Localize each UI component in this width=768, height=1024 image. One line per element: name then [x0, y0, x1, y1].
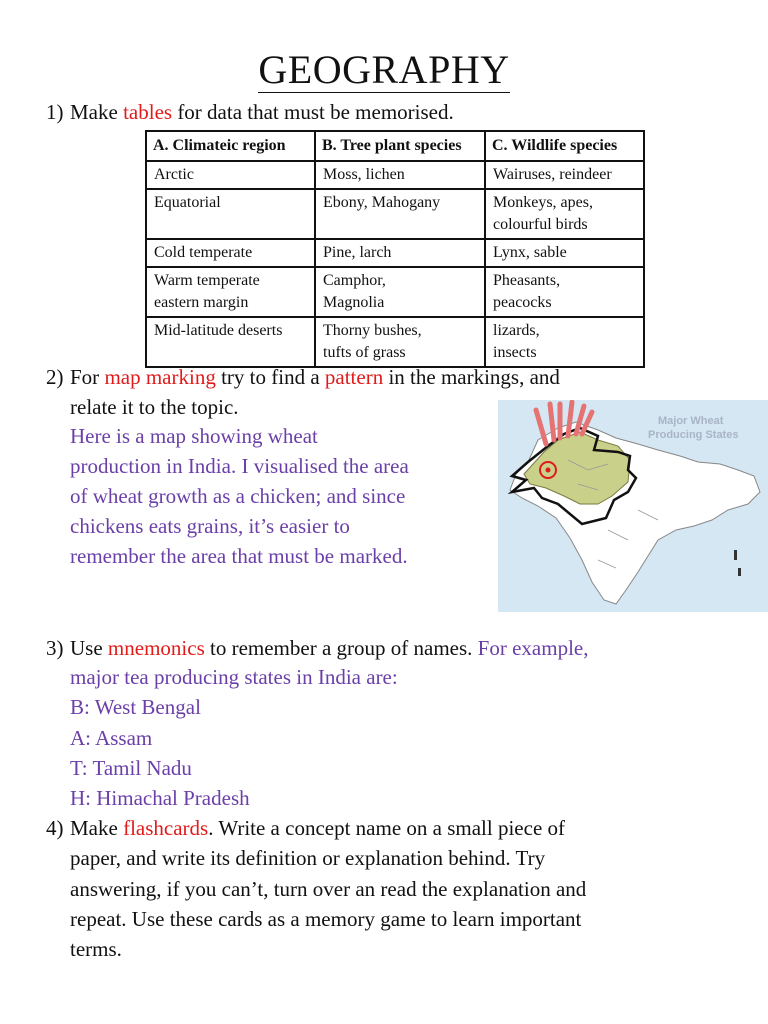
island [738, 568, 741, 576]
table-cell: Pine, larch [315, 239, 485, 267]
item-4-pre: Make [70, 816, 124, 840]
item-2-highlight-2: pattern [324, 365, 384, 389]
wheat-map-image [498, 400, 768, 612]
table-header: B. Tree plant species [315, 131, 485, 161]
item-2-purple-line: production in India. I visualised the area [70, 454, 409, 478]
item-2-text [70, 362, 560, 392]
item-3-example: For example, [477, 636, 589, 660]
item-2-number: 2) [46, 365, 64, 389]
item-1-highlight: tables [123, 100, 173, 124]
map-caption-line-2: Producing States [648, 429, 739, 441]
item-3-text [70, 633, 588, 663]
item-2-mid: try to find a [215, 365, 325, 389]
item-1-post: for data that must be memorised. [172, 100, 454, 124]
map-caption-line-1: Major Wheat [658, 415, 724, 427]
item-3-highlight: mnemonics [107, 636, 205, 660]
table-cell: Mid-latitude deserts [146, 317, 315, 367]
page-title: GEOGRAPHY [258, 47, 510, 92]
table-row [146, 239, 644, 267]
item-3-pre: Use [70, 636, 108, 660]
item-4-text [70, 813, 565, 843]
table-cell: Cold temperate [146, 239, 315, 267]
mnemonic-a: A: Assam [70, 726, 153, 750]
table-cell: Camphor, Magnolia [315, 267, 485, 317]
table-cell: Lynx, sable [485, 239, 644, 267]
table-cell: Monkeys, apes, colourful birds [485, 189, 644, 239]
table-cell: Pheasants, peacocks [485, 267, 644, 317]
item-2-pre: For [70, 365, 105, 389]
table-cell: Ebony, Mahogany [315, 189, 485, 239]
mnemonic-h: H: Himachal Pradesh [70, 786, 250, 810]
table-header-row [146, 131, 644, 161]
climate-table [145, 130, 645, 368]
table-row [146, 317, 644, 367]
item-4-line: paper, and write its definition or explanation behind. Try [70, 846, 546, 870]
table-row [146, 189, 644, 239]
table-cell: Wairuses, reindeer [485, 161, 644, 189]
mnemonic-t: T: Tamil Nadu [70, 756, 192, 780]
mnemonic-b: B: West Bengal [70, 695, 201, 719]
item-4-post: . Write a concept name on a small piece of [208, 816, 566, 840]
table-row [146, 161, 644, 189]
item-3-purple-line: major tea producing states in India are: [70, 665, 398, 689]
item-1-text [70, 97, 454, 127]
table-header: A. Climateic region [146, 131, 315, 161]
table-cell: Arctic [146, 161, 315, 189]
item-4-number: 4) [46, 816, 64, 840]
table-row [146, 267, 644, 317]
item-4-line: terms. [70, 937, 122, 961]
item-2-highlight-1: map marking [104, 365, 216, 389]
item-2-purple-line: Here is a map showing wheat [70, 424, 318, 448]
chicken-eye-dot [546, 468, 551, 473]
table-cell: Warm temperate eastern margin [146, 267, 315, 317]
table-cell: Thorny bushes, tufts of grass [315, 317, 485, 367]
item-2-purple-line: chickens eats grains, it’s easier to [70, 514, 350, 538]
item-3-mid: to remember a group of names. [204, 636, 478, 660]
item-4-highlight: flashcards [123, 816, 209, 840]
item-2-purple-line: remember the area that must be marked. [70, 544, 408, 568]
item-3-number: 3) [46, 636, 64, 660]
item-4-line: answering, if you can’t, turn over an read the explanation and [70, 877, 587, 901]
item-2-purple-line: of wheat growth as a chicken; and since [70, 484, 406, 508]
table-cell: Equatorial [146, 189, 315, 239]
item-1-number: 1) [46, 100, 64, 124]
item-2-post: in the markings, and [383, 365, 560, 389]
island [734, 550, 737, 560]
table-cell: Moss, lichen [315, 161, 485, 189]
table-cell: lizards, insects [485, 317, 644, 367]
item-2-line-2: relate it to the topic. [70, 395, 239, 419]
table-header: C. Wildlife species [485, 131, 644, 161]
item-1-pre: Make [70, 100, 124, 124]
item-4-line: repeat. Use these cards as a memory game to learn important [70, 907, 582, 931]
